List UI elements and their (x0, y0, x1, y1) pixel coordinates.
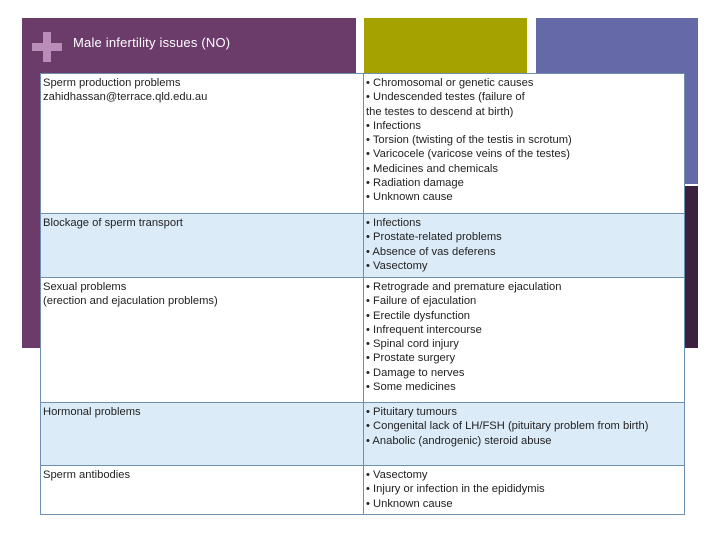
table-row (41, 214, 685, 278)
row-label: Sperm production problems zahidhassan@terrace.qld.edu.au (41, 74, 364, 214)
row-label: Blockage of sperm transport (41, 214, 364, 278)
row-label: Hormonal problems (41, 403, 364, 466)
table-row (41, 466, 685, 515)
row-details: • Pituitary tumours • Congenital lack of LH/FSH (pituitary problem from birth) • Anabolic (androgenic) steroid abuse (364, 403, 685, 466)
table-row (41, 74, 685, 214)
infertility-causes-table (40, 73, 685, 515)
row-label: Sperm antibodies (41, 466, 364, 515)
row-details: • Retrograde and premature ejaculation • Failure of ejaculation • Erectile dysfunction • Infrequent intercourse • Spinal cord injury • Prostate surgery • Damage to nerves • Some medicines (364, 278, 685, 403)
row-details: • Vasectomy • Injury or infection in the epididymis • Unknown cause (364, 466, 685, 515)
plus-icon (32, 32, 62, 62)
table-row (41, 278, 685, 403)
row-details: • Infections • Prostate-related problems • Absence of vas deferens • Vasectomy (364, 214, 685, 278)
row-details: • Chromosomal or genetic causes • Undescended testes (failure of the testes to descend at birth) • Infections • Torsion (twisting of the testis in scrotum) • Varicocele (varicose veins of the testes) • Medicines and chemicals • Radiation damage • Unknown cause (364, 74, 685, 214)
row-label: Sexual problems (erection and ejaculation problems) (41, 278, 364, 403)
table-row (41, 403, 685, 466)
slide-title: Male infertility issues (NO) (73, 35, 231, 50)
